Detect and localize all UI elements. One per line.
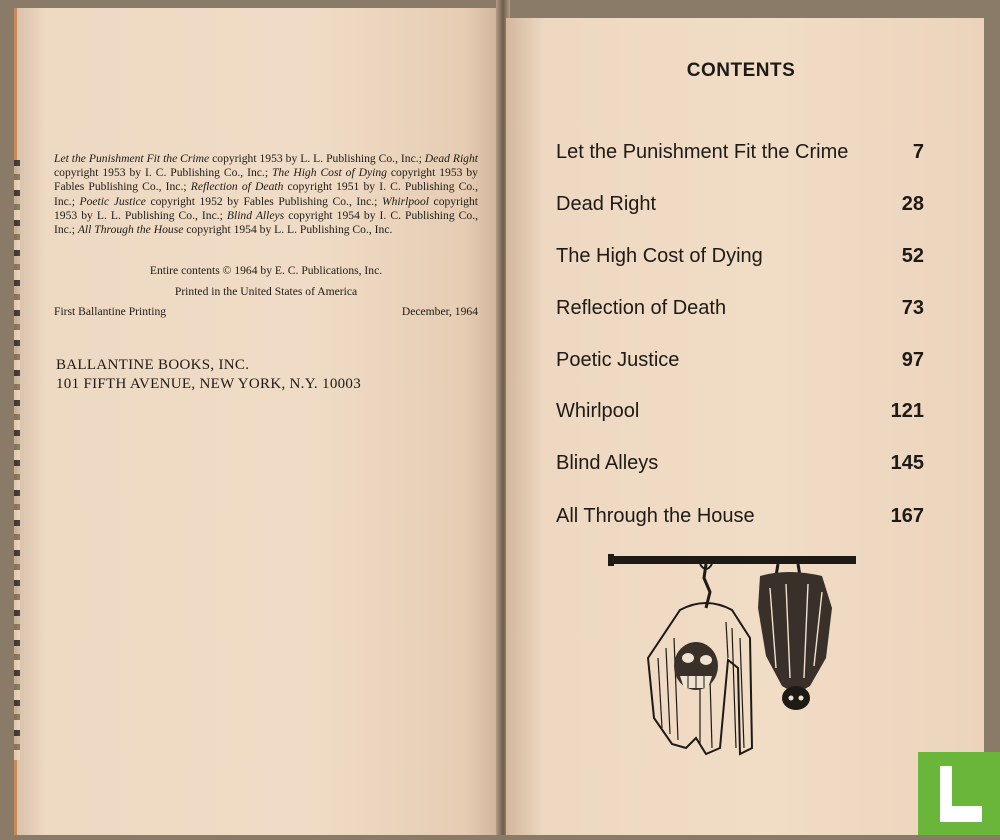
toc-entry-title: Reflection of Death — [556, 297, 727, 319]
story-title-italic: Dead Right — [424, 152, 478, 165]
contents-title: CONTENTS — [686, 60, 796, 81]
story-title-italic: Reflection of Death — [190, 180, 284, 194]
toc-entry — [556, 245, 924, 268]
toc-entry — [556, 505, 924, 528]
toc-entry — [556, 141, 924, 164]
toc-entry-page: 73 — [901, 297, 924, 319]
copyright-text: copyright 1951 by I. C. Publishing Co., Inc.; — [54, 180, 478, 208]
story-title-italic: Whirlpool — [381, 194, 429, 208]
toc-entry — [556, 452, 924, 475]
entire-contents: Entire contents © 1964 by E. C. Publications, Inc. — [149, 264, 383, 277]
printed-in: Printed in the United States of America — [174, 285, 358, 298]
toc-entry-title: Poetic Justice — [556, 349, 680, 371]
toc-entry-title: Dead Right — [556, 193, 657, 215]
publisher-name: BALLANTINE BOOKS, INC. — [56, 357, 250, 373]
page-edge — [14, 160, 20, 760]
left-page — [14, 8, 503, 835]
story-title-italic: All Through the House — [77, 223, 184, 237]
hanging-skull-and-bat-icon — [600, 548, 860, 780]
story-title-italic: Poetic Justice — [79, 194, 146, 208]
copyright-notice — [54, 152, 478, 237]
publisher-block — [56, 356, 476, 394]
toc-entry-page: 167 — [890, 505, 924, 527]
toc-entry — [556, 349, 924, 372]
copyright-text: copyright 1954 by I. C. Publishing Co., Inc.; — [54, 208, 478, 237]
toc-entry-title: Whirlpool — [556, 400, 640, 422]
printing-edition: First Ballantine Printing — [54, 305, 167, 318]
toc-entry-title: Blind Alleys — [556, 452, 659, 474]
story-title-italic: Blind Alleys — [226, 208, 285, 222]
printing-row — [54, 305, 478, 318]
copyright-text: copyright 1953 by I. C. Publishing Co., Inc.; — [54, 166, 272, 180]
toc-entry-title: Let the Punishment Fit the Crime — [556, 141, 849, 163]
copyright-text: copyright 1953 by L. L. Publishing Co., Inc.; — [209, 152, 425, 165]
toc-entry — [556, 297, 924, 320]
story-title-italic: Let the Punishment Fit the Crime — [54, 152, 210, 165]
toc-entry — [556, 400, 924, 423]
toc-entry — [556, 193, 924, 216]
toc-entry-page: 145 — [890, 452, 924, 474]
watermark-logo — [918, 752, 1000, 835]
l-logo-icon — [918, 752, 1000, 835]
toc-entry-page: 52 — [901, 245, 924, 267]
toc-entry-title: The High Cost of Dying — [556, 245, 763, 267]
copyright-text: copyright 1953 by Fables Publishing Co., Inc.; — [54, 166, 478, 194]
copyright-text: copyright 1952 by Fables Publishing Co., Inc.; — [145, 194, 382, 208]
copyright-text: copyright 1954 by L. L. Publishing Co., Inc. — [183, 223, 393, 237]
toc-entry-page: 97 — [901, 349, 924, 371]
printing-date: December, 1964 — [401, 305, 478, 318]
story-title-italic: The High Cost of Dying — [271, 166, 387, 180]
publisher-address: 101 FIFTH AVENUE, NEW YORK, N.Y. 10003 — [56, 376, 362, 392]
toc-entry-page: 28 — [901, 193, 924, 215]
copyright-text: copyright 1953 by L. L. Publishing Co., Inc.; — [54, 194, 478, 222]
toc-entry-page: 121 — [890, 400, 924, 422]
toc-entry-page: 7 — [912, 141, 924, 163]
toc-entry-title: All Through the House — [556, 505, 755, 527]
